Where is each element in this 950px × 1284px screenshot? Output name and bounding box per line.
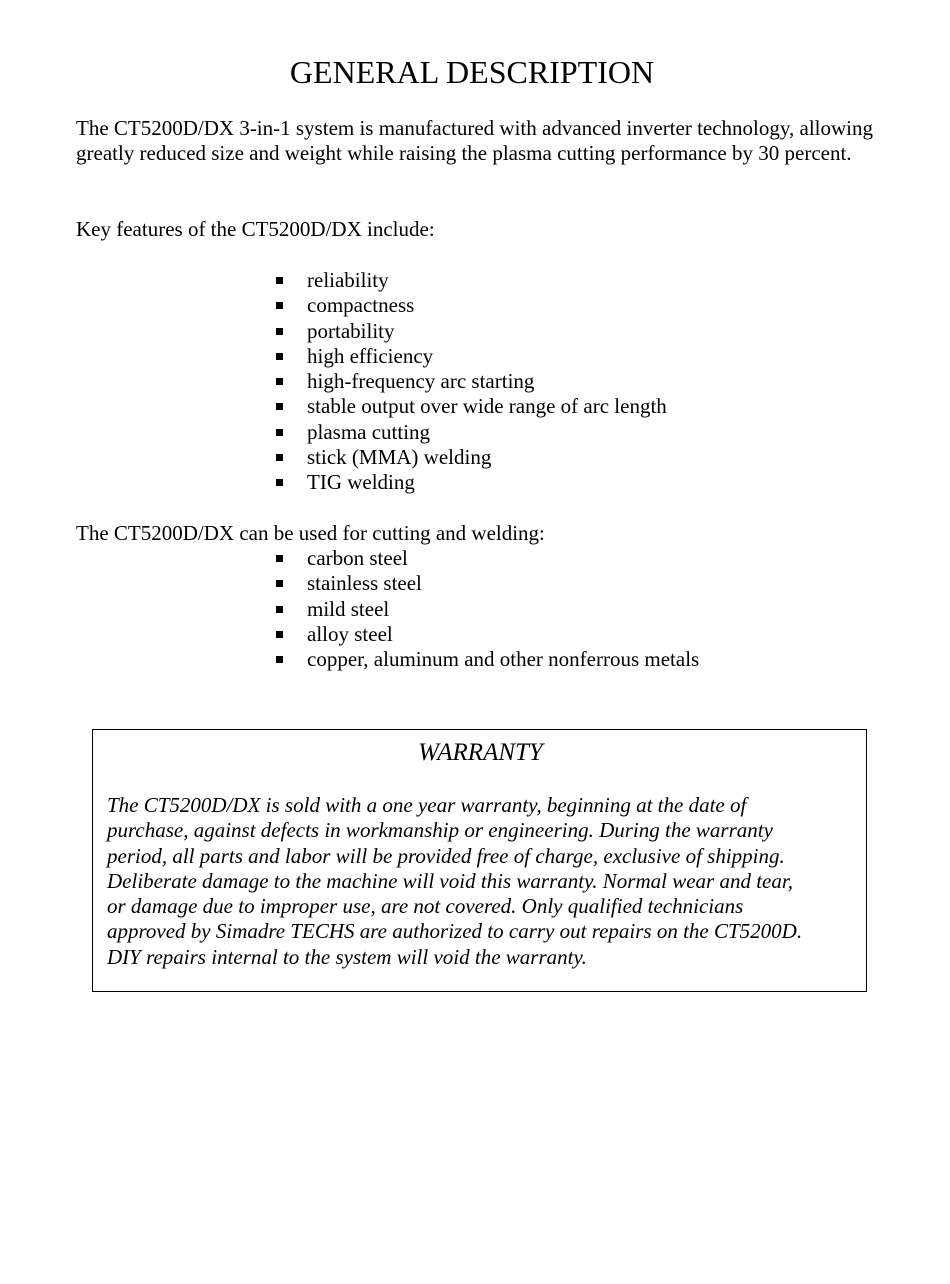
list-item-text: stick (MMA) welding	[307, 445, 492, 470]
list-item-text: stable output over wide range of arc length	[307, 394, 667, 419]
features-intro: Key features of the CT5200D/DX include:	[76, 217, 435, 241]
list-item	[270, 622, 699, 647]
square-bullet-icon	[276, 580, 283, 587]
list-item	[270, 597, 699, 622]
square-bullet-icon	[276, 353, 283, 360]
warranty-line: DIY repairs internal to the system will void the warranty.	[107, 944, 587, 969]
square-bullet-icon	[276, 403, 283, 410]
square-bullet-icon	[276, 302, 283, 309]
square-bullet-icon	[276, 277, 283, 284]
square-bullet-icon	[276, 479, 283, 486]
list-item-text: alloy steel	[307, 621, 393, 646]
list-item-text: high efficiency	[307, 343, 434, 368]
list-item	[270, 445, 667, 470]
square-bullet-icon	[276, 454, 283, 461]
list-item	[270, 268, 667, 293]
square-bullet-icon	[276, 378, 283, 385]
warranty-line: period, all parts and labor will be provided free of charge, exclusive of shipping.	[107, 843, 785, 868]
list-item	[270, 647, 699, 672]
list-item-text: reliability	[307, 268, 389, 292]
warranty-line: purchase, against defects in workmanship or engineering. During the warranty	[107, 818, 773, 843]
list-item	[270, 344, 667, 369]
square-bullet-icon	[276, 555, 283, 562]
list-item-text: plasma cutting	[307, 419, 431, 444]
warranty-title: WARRANTY	[418, 739, 543, 766]
warranty-line: approved by Simadre TECHS are authorized to carry out repairs on the CT5200D.	[107, 919, 803, 944]
list-item	[270, 470, 667, 495]
square-bullet-icon	[276, 631, 283, 638]
list-item-text: compactness	[307, 293, 415, 318]
uses-list	[270, 546, 699, 672]
list-item	[270, 546, 699, 571]
intro-paragraph: The CT5200D/DX 3-in-1 system is manufactured with advanced inverter technology, allowing greatly reduced size and weight while raising the plasma cutting performance by 30 percent.	[76, 116, 874, 166]
list-item-text: carbon steel	[307, 546, 408, 570]
features-list	[270, 268, 667, 496]
list-item-text: portability	[307, 318, 395, 343]
warranty-box	[92, 729, 867, 992]
page-title: GENERAL DESCRIPTION	[289, 54, 655, 90]
list-item-text: TIG welding	[307, 470, 415, 495]
square-bullet-icon	[276, 656, 283, 663]
list-item	[270, 369, 667, 394]
list-item	[270, 394, 667, 419]
square-bullet-icon	[276, 606, 283, 613]
list-item	[270, 293, 667, 318]
list-item-text: copper, aluminum and other nonferrous metals	[307, 647, 700, 672]
list-item	[270, 319, 667, 344]
list-item-text: stainless steel	[307, 571, 422, 596]
list-item-text: mild steel	[307, 596, 390, 621]
list-item-text: high-frequency arc starting	[307, 369, 535, 394]
square-bullet-icon	[276, 429, 283, 436]
list-item	[270, 420, 667, 445]
warranty-text	[107, 793, 859, 970]
warranty-line: Deliberate damage to the machine will void this warranty. Normal wear and tear,	[107, 868, 793, 893]
warranty-line: The CT5200D/DX is sold with a one year warranty, beginning at the date of	[107, 793, 747, 817]
list-item	[270, 571, 699, 596]
uses-intro: The CT5200D/DX can be used for cutting and welding:	[76, 521, 545, 545]
warranty-line: or damage due to improper use, are not covered. Only qualified technicians	[107, 894, 744, 919]
square-bullet-icon	[276, 328, 283, 335]
